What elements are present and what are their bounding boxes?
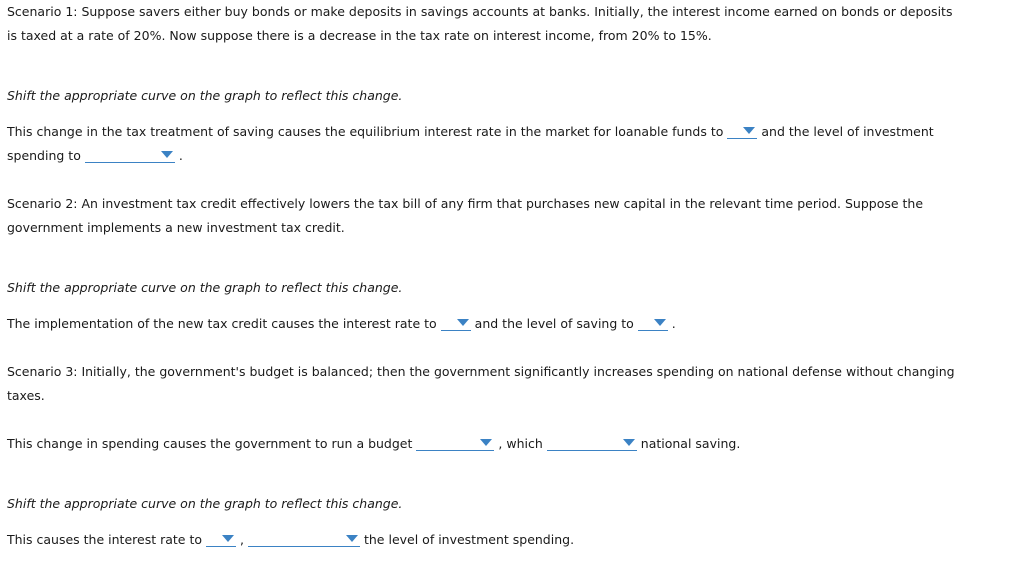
scenario1-text-line1: Scenario 1: Suppose savers either buy bonds or make deposits in savings accounts at banks. Initially, the interest income earned on bonds or deposits bbox=[7, 4, 953, 19]
chevron-down-icon bbox=[480, 439, 492, 446]
scenario3-budget-dropdown[interactable] bbox=[416, 436, 494, 451]
scenario2-question-part2: and the level of saving to bbox=[474, 316, 634, 331]
scenario3-text-line1: Scenario 3: Initially, the government's budget is balanced; then the government significantly increases spending on national defense without changing bbox=[7, 364, 955, 379]
scenario2-text-line1: Scenario 2: An investment tax credit effectively lowers the tax bill of any firm that purchases new capital in the relevant time period. Suppose the bbox=[7, 196, 924, 211]
scenario1-instruction: Shift the appropriate curve on the graph to reflect this change. bbox=[7, 88, 403, 103]
scenario3-instruction: Shift the appropriate curve on the graph to reflect this change. bbox=[7, 496, 403, 511]
scenario1-text-line2: is taxed at a rate of 20%. Now suppose there is a decrease in the tax rate on interest income, from 20% to 15%. bbox=[7, 28, 712, 43]
scenario2-text-line2: government implements a new investment tax credit. bbox=[7, 220, 345, 235]
scenario1-question-line2 bbox=[7, 148, 183, 164]
chevron-down-icon bbox=[623, 439, 635, 446]
scenario1-question-part2: and the level of investment bbox=[761, 124, 934, 139]
scenario3-national-saving-dropdown[interactable] bbox=[547, 436, 637, 451]
scenario3-question2-part1: This causes the interest rate to bbox=[7, 532, 202, 547]
scenario1-interest-rate-dropdown[interactable] bbox=[727, 124, 757, 139]
scenario2-question-part1: The implementation of the new tax credit causes the interest rate to bbox=[7, 316, 437, 331]
scenario3-question2-line bbox=[7, 532, 574, 548]
scenario1-question-line1 bbox=[7, 124, 934, 140]
scenario3-question1-part2: , which bbox=[498, 436, 543, 451]
scenario3-interest-rate-dropdown[interactable] bbox=[206, 532, 236, 547]
scenario3-question1-part3: national saving. bbox=[640, 436, 741, 451]
chevron-down-icon bbox=[457, 319, 469, 326]
chevron-down-icon bbox=[654, 319, 666, 326]
scenario3-investment-dropdown[interactable] bbox=[248, 532, 360, 547]
scenario3-question2-part2: , bbox=[240, 532, 244, 547]
scenario2-instruction: Shift the appropriate curve on the graph to reflect this change. bbox=[7, 280, 403, 295]
scenario2-question-end: . bbox=[671, 316, 676, 331]
scenario3-text-line2: taxes. bbox=[7, 388, 45, 403]
scenario2-saving-dropdown[interactable] bbox=[638, 316, 668, 331]
scenario1-investment-dropdown[interactable] bbox=[85, 148, 175, 163]
scenario1-question-end: . bbox=[178, 148, 183, 163]
scenario2-interest-rate-dropdown[interactable] bbox=[441, 316, 471, 331]
scenario3-question1-line bbox=[7, 436, 740, 452]
chevron-down-icon bbox=[743, 127, 755, 134]
scenario3-question2-part3: the level of investment spending. bbox=[363, 532, 575, 547]
chevron-down-icon bbox=[346, 535, 358, 542]
scenario1-question-part1: This change in the tax treatment of saving causes the equilibrium interest rate in the market for loanable funds to bbox=[7, 124, 724, 139]
scenario1-question-part3: spending to bbox=[7, 148, 81, 163]
scenario2-question-line bbox=[7, 316, 676, 332]
scenario3-question1-part1: This change in spending causes the government to run a budget bbox=[7, 436, 413, 451]
chevron-down-icon bbox=[222, 535, 234, 542]
chevron-down-icon bbox=[161, 151, 173, 158]
